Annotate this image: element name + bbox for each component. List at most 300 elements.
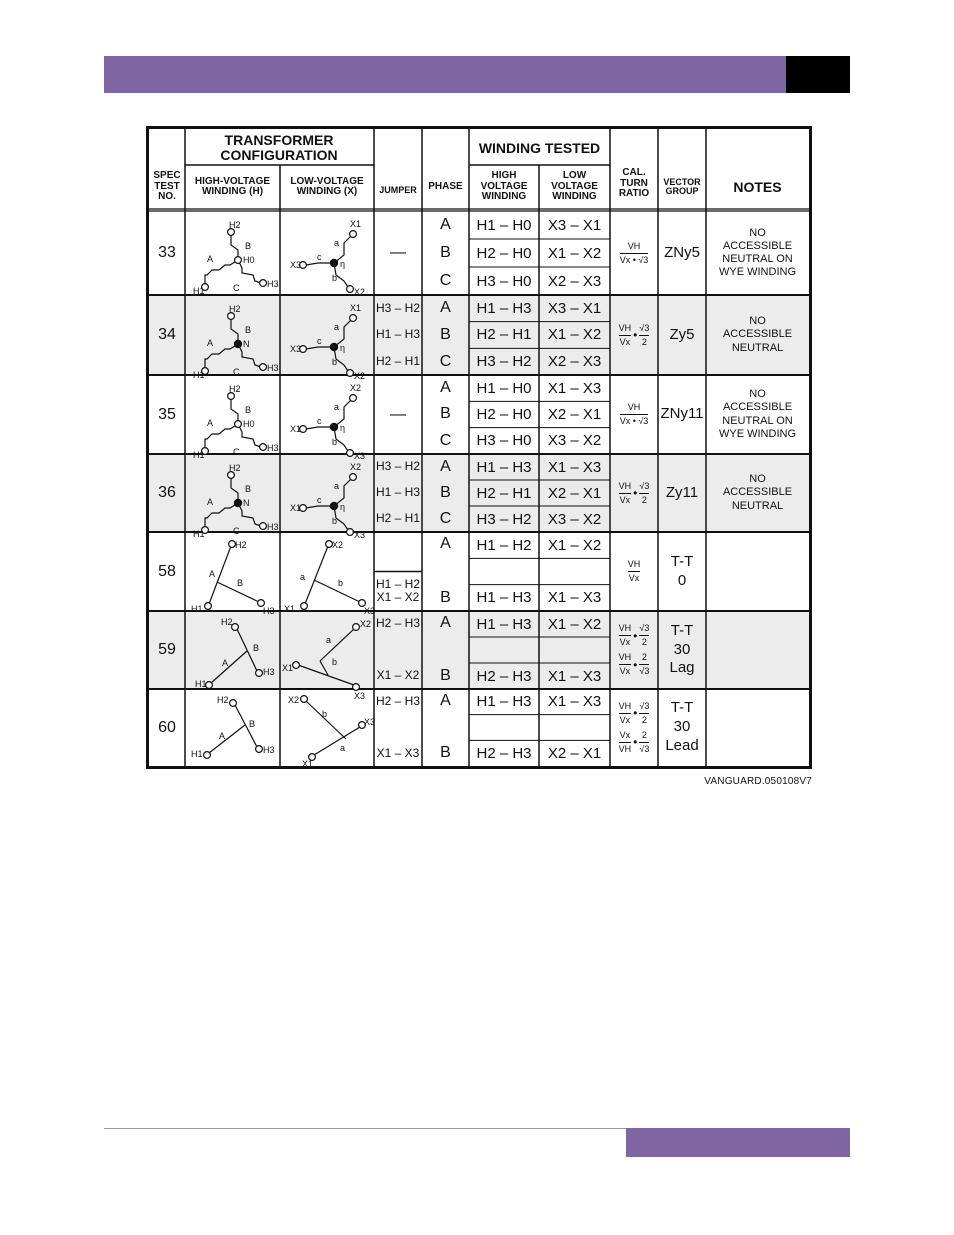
lv-tested-pair: X2 – X1	[547, 405, 602, 423]
terminal-node	[235, 421, 242, 428]
terminal-node	[204, 752, 211, 759]
terminal-label: X3	[290, 344, 302, 354]
ratio-fraction	[619, 482, 632, 505]
notes-line: NEUTRAL ON	[722, 414, 793, 427]
terminal-label: A	[222, 658, 229, 668]
header-phase: PHASE	[428, 180, 463, 192]
terminal-node	[353, 684, 360, 691]
ratio-denominator: Vx	[619, 714, 631, 725]
ratio-fraction	[620, 403, 649, 426]
neutral-node	[330, 343, 337, 350]
terminal-label: X2	[288, 695, 300, 705]
jumper-value: H2 – H1	[375, 511, 421, 526]
ratio-denominator: Vx • √3	[619, 254, 649, 265]
terminal-label: a	[326, 635, 332, 645]
terminal-node	[353, 624, 360, 631]
hv-tested-pair: H3 – H2	[476, 510, 532, 528]
header-cal-turn-ratio: CAL. TURN RATIO	[618, 167, 650, 200]
neutral-node	[330, 502, 337, 509]
notes-line: ACCESSIBLE	[722, 239, 793, 252]
phase-label: B	[440, 588, 451, 606]
terminal-node	[260, 364, 267, 371]
fraction-bar	[639, 664, 649, 665]
ratio-fraction	[639, 731, 649, 754]
ratio-denominator: 2	[641, 714, 647, 725]
lv-winding-diagram	[280, 379, 374, 461]
fraction-bar	[639, 713, 649, 714]
ratio-denominator: 2	[641, 336, 647, 347]
terminal-node	[350, 231, 357, 238]
figure-id: VANGUARD.050108V7	[704, 776, 812, 787]
phase-label: A	[440, 691, 451, 709]
spec-test-no: 34	[158, 326, 176, 343]
winding-line	[298, 665, 354, 685]
terminal-node	[350, 315, 357, 322]
ratio-fraction	[619, 624, 632, 647]
terminal-label: H3	[263, 667, 275, 677]
terminal-node	[256, 746, 263, 753]
ratio-fraction	[620, 242, 649, 265]
hv-tested-pair: H3 – H0	[476, 272, 532, 290]
hv-tested-pair: H2 – H0	[476, 405, 532, 423]
terminal-label: A	[207, 254, 214, 264]
jumper-value: H3 – H2	[375, 459, 421, 474]
hv-tested-pair: H1 – H3	[476, 615, 532, 633]
terminal-label: B	[245, 241, 252, 251]
fraction-bar	[620, 253, 649, 254]
fraction-bar	[619, 713, 632, 714]
lv-tested-pair: X1 – X3	[547, 589, 602, 607]
terminal-label: A	[207, 418, 214, 428]
terminal-node	[350, 395, 357, 402]
terminal-label: X1	[282, 663, 294, 673]
terminal-label: H1	[193, 529, 205, 539]
terminal-label: X1	[302, 759, 314, 769]
ratio-denominator: 2	[641, 637, 647, 647]
phase-label: B	[440, 484, 451, 501]
terminal-label: H1	[195, 679, 207, 689]
terminal-label: b	[332, 273, 338, 283]
terminal-node	[260, 444, 267, 451]
terminal-label: X3	[354, 691, 366, 701]
terminal-label: H3	[267, 363, 279, 373]
phase-label: C	[439, 510, 452, 527]
multiply-dot: •	[633, 328, 638, 342]
terminal-label: c	[317, 416, 322, 426]
winding-line	[306, 506, 334, 508]
terminal-label: A	[207, 338, 214, 348]
winding-line	[306, 263, 334, 265]
lv-tested-pair	[539, 715, 610, 741]
vector-group: Zy11	[665, 483, 699, 501]
cal-turn-ratio	[610, 532, 658, 611]
terminal-label: η	[340, 259, 346, 269]
jumper-value: H1 – H3	[375, 327, 421, 342]
neutral-node	[330, 259, 337, 266]
phase-label: A	[440, 614, 451, 631]
phase-label: B	[440, 325, 451, 343]
winding-line	[238, 503, 261, 526]
spec-test-no: 36	[158, 484, 176, 501]
header-jumper: JUMPER	[379, 185, 417, 196]
phase-label: C	[439, 352, 452, 370]
terminal-label: X1	[350, 303, 362, 313]
ratio-fraction	[628, 560, 641, 583]
jumper-value: H2 – H1	[375, 354, 421, 369]
ratio-numerator: VH	[618, 623, 632, 633]
terminal-label: X2	[354, 287, 366, 297]
hv-tested-pair: H2 – H1	[476, 326, 532, 344]
hv-winding-diagram	[185, 215, 280, 296]
ratio-fraction	[639, 702, 649, 725]
jumper-value: —	[390, 244, 406, 262]
winding-line	[314, 580, 360, 602]
header-vector-group: VECTOR GROUP	[663, 176, 701, 196]
ratio-fraction	[639, 653, 649, 676]
footer-rule	[104, 1128, 626, 1129]
terminal-label: X1	[290, 503, 302, 513]
fraction-bar	[639, 635, 649, 636]
phase-label: A	[440, 299, 451, 317]
transformer-test-table	[146, 126, 812, 769]
terminal-label: H0	[243, 419, 255, 429]
neutral-node	[330, 423, 337, 430]
hv-tested-pair: H2 – H3	[476, 667, 532, 685]
terminal-label: b	[332, 657, 338, 667]
ratio-numerator: VH	[618, 480, 632, 491]
multiply-dot: •	[633, 657, 638, 672]
hv-tested-pair: H1 – H3	[476, 299, 532, 317]
terminal-label: X2	[360, 619, 372, 629]
terminal-node	[350, 474, 357, 481]
hv-tested-pair	[469, 637, 539, 663]
terminal-node	[301, 603, 308, 610]
hv-tested-pair: H1 – H2	[476, 536, 532, 554]
phase-label: A	[440, 379, 451, 397]
vector-group: ZNy11	[660, 405, 704, 423]
winding-line	[306, 701, 346, 739]
ratio-numerator: √3	[639, 623, 650, 633]
terminal-node	[293, 662, 300, 669]
terminal-node	[301, 696, 308, 703]
phase-label: B	[440, 405, 451, 423]
ratio-denominator: Vx	[619, 494, 631, 505]
terminal-node	[232, 624, 239, 631]
jumper-value: H3 – H2	[375, 300, 421, 315]
terminal-label: X2	[350, 462, 362, 472]
ratio-numerator: VH	[618, 700, 632, 711]
phase-label: A	[440, 458, 451, 475]
lv-tested-pair: X1 – X3	[547, 379, 602, 397]
terminal-label: η	[340, 423, 346, 433]
cal-turn-ratio	[610, 611, 658, 689]
hv-tested-pair: H2 – H0	[476, 244, 532, 262]
notes-line: NO	[749, 473, 766, 486]
winding-line	[238, 344, 261, 367]
phase-label: C	[439, 272, 452, 289]
terminal-node	[260, 523, 267, 530]
vector-group-line: 30	[673, 718, 691, 736]
terminal-label: a	[334, 481, 340, 491]
fraction-bar	[628, 571, 641, 572]
header-notes: NOTES	[733, 178, 782, 195]
fraction-bar	[619, 335, 632, 336]
jumper-value: H2 – H3	[375, 694, 421, 709]
header-hv-tested: HIGH VOLTAGE WINDING	[480, 170, 528, 203]
ratio-denominator: Vx	[619, 336, 631, 347]
lv-tested-pair: X1 – X2	[547, 326, 602, 344]
ratio-fraction	[639, 482, 649, 505]
terminal-label: B	[245, 484, 252, 494]
ratio-fraction	[619, 653, 632, 676]
jumper-value: H1 – H3	[375, 485, 421, 500]
fraction-bar	[620, 414, 649, 415]
terminal-label: H3	[263, 745, 275, 755]
ratio-denominator: Vx • √3	[619, 416, 649, 426]
lv-tested-pair: X1 – X3	[547, 667, 602, 685]
vector-group	[658, 611, 706, 689]
terminal-label: B	[253, 643, 260, 653]
notes-line: WYE WINDING	[719, 266, 796, 279]
notes	[706, 611, 809, 689]
hv-tested-pair: H1 – H3	[476, 458, 532, 476]
lv-winding-diagram	[280, 215, 374, 297]
ratio-denominator: √3	[639, 743, 650, 754]
terminal-label: b	[332, 516, 338, 526]
terminal-label: B	[245, 405, 252, 415]
ratio-fraction	[639, 324, 649, 347]
notes-line: ACCESSIBLE	[722, 328, 793, 341]
footer-bar	[626, 1128, 850, 1157]
terminal-label: H2	[221, 617, 233, 627]
ratio-numerator: √3	[639, 700, 650, 711]
terminal-label: X1	[284, 604, 296, 614]
vector-group-line: T-T	[670, 552, 694, 570]
terminal-node	[347, 286, 354, 293]
terminal-label: X3	[364, 606, 376, 616]
hv-tested-pair: H2 – H1	[476, 484, 532, 502]
neutral-node	[234, 499, 241, 506]
cal-turn-ratio	[610, 454, 658, 532]
hv-tested-pair	[469, 558, 539, 584]
fraction-bar	[639, 493, 649, 494]
terminal-label: c	[317, 495, 322, 505]
jumper-values	[374, 572, 422, 612]
terminal-label: b	[332, 357, 338, 367]
lv-tested-pair: X1 – X3	[547, 693, 602, 711]
phase-label: C	[439, 431, 452, 449]
ratio-denominator: √3	[639, 666, 650, 676]
terminal-label: H3	[267, 443, 279, 453]
winding-line	[209, 725, 245, 753]
lv-tested-pair: X3 – X1	[547, 216, 602, 234]
spec-test-no: 59	[158, 641, 176, 658]
jumper-value: X1 – X2	[376, 590, 420, 605]
terminal-label: X3	[354, 530, 366, 540]
fraction-bar	[619, 493, 632, 494]
lv-tested-pair: X3 – X2	[547, 510, 602, 528]
hv-tested-pair: H1 – H0	[476, 379, 532, 397]
ratio-denominator: Vx	[619, 637, 631, 647]
terminal-label: C	[233, 526, 240, 536]
phase-label: B	[440, 667, 451, 684]
terminal-label: a	[340, 743, 346, 753]
fraction-bar	[639, 742, 649, 743]
ratio-fraction	[639, 624, 649, 647]
lv-tested-pair: X2 – X3	[547, 353, 602, 371]
terminal-node	[205, 603, 212, 610]
spec-test-no: 60	[158, 718, 176, 736]
fraction-bar	[619, 664, 632, 665]
notes	[706, 454, 809, 532]
ratio-numerator: VH	[627, 559, 641, 569]
terminal-label: X1	[290, 424, 302, 434]
header-lv-winding: LOW-VOLTAGE WINDING (X)	[290, 175, 364, 197]
ratio-denominator: Vx	[619, 666, 631, 676]
terminal-node	[206, 682, 213, 689]
lv-tested-pair: X2 – X1	[547, 484, 602, 502]
ratio-denominator: Vx	[628, 573, 640, 583]
terminal-label: H1	[193, 370, 205, 380]
terminal-label: H2	[217, 695, 229, 705]
hv-tested-pair: H3 – H2	[476, 353, 532, 371]
ratio-numerator: Vx	[619, 729, 631, 740]
ratio-numerator: 2	[641, 729, 647, 740]
cal-turn-ratio	[610, 689, 658, 766]
hv-winding-diagram	[185, 691, 280, 767]
header-bar	[104, 56, 786, 93]
vector-group-line: Lag	[669, 659, 695, 677]
spec-test-no: 33	[158, 244, 176, 261]
hv-winding-diagram	[185, 458, 280, 539]
header-spec-test-no: SPEC TEST NO.	[153, 170, 181, 203]
lv-tested-pair: X2 – X1	[547, 744, 602, 762]
notes	[706, 211, 809, 295]
spec-test-no: 58	[158, 562, 176, 580]
fraction-bar	[619, 742, 632, 743]
neutral-node	[234, 340, 241, 347]
multiply-dot: •	[633, 486, 638, 500]
header-page-block	[786, 56, 850, 93]
winding-line	[211, 651, 247, 683]
hv-tested-pair: H1 – H3	[476, 589, 532, 607]
terminal-label: H1	[193, 450, 205, 460]
notes-line: ACCESSIBLE	[722, 486, 793, 499]
terminal-label: H1	[191, 749, 203, 759]
winding-line	[306, 427, 334, 429]
vector-group	[658, 689, 706, 766]
lv-tested-pair: X1 – X2	[547, 536, 602, 554]
terminal-node	[347, 370, 354, 377]
terminal-node	[256, 670, 263, 677]
terminal-label: C	[233, 367, 240, 377]
spec-test-no: 35	[158, 405, 176, 423]
terminal-label: X3	[354, 451, 366, 461]
terminal-label: C	[233, 283, 240, 293]
winding-line	[306, 347, 334, 349]
terminal-label: a	[300, 572, 306, 582]
lv-winding-diagram	[280, 299, 374, 381]
terminal-label: X2	[350, 383, 362, 393]
vector-group	[658, 532, 706, 611]
lv-tested-pair: X3 – X2	[547, 432, 602, 450]
terminal-label: A	[209, 569, 216, 579]
terminal-label: c	[317, 336, 322, 346]
notes-line: NEUTRAL	[731, 341, 784, 354]
ratio-numerator: VH	[618, 322, 632, 333]
jumper-value: H1 – H2	[375, 577, 421, 592]
lv-winding-diagram	[280, 534, 376, 616]
vector-group-line: Lead	[665, 736, 699, 754]
notes-line: NO	[749, 315, 766, 328]
terminal-label: C	[233, 447, 240, 457]
terminal-label: B	[249, 719, 256, 729]
lv-tested-pair	[539, 637, 610, 663]
notes	[706, 375, 809, 454]
notes	[706, 532, 809, 611]
notes	[706, 295, 809, 375]
ratio-fraction	[619, 731, 632, 754]
terminal-label: H2	[229, 384, 241, 394]
header-winding-tested: WINDING TESTED	[478, 139, 601, 156]
fraction-bar	[619, 635, 632, 636]
terminal-label: X2	[354, 371, 366, 381]
hv-tested-pair: H1 – H3	[476, 693, 532, 711]
terminal-label: η	[340, 343, 346, 353]
terminal-label: N	[243, 339, 250, 349]
lv-tested-pair: X2 – X3	[547, 272, 602, 290]
terminal-label: H1	[191, 604, 203, 614]
phase-label: B	[440, 744, 451, 762]
lv-tested-pair: X1 – X3	[547, 458, 602, 476]
lv-winding-diagram	[280, 458, 374, 540]
ratio-numerator: 2	[641, 652, 647, 662]
lv-tested-pair	[539, 558, 610, 584]
notes-line: ACCESSIBLE	[722, 401, 793, 414]
hv-winding-diagram	[185, 299, 280, 380]
notes-line: NEUTRAL	[731, 499, 784, 512]
multiply-dot: •	[633, 706, 638, 720]
vector-group-line: T-T	[670, 699, 694, 717]
lv-winding-diagram	[280, 691, 374, 767]
notes	[706, 689, 809, 766]
notes-line: WYE WINDING	[719, 427, 796, 440]
terminal-node	[260, 280, 267, 287]
header-transformer-configuration: TRANSFORMER CONFIGURATION	[220, 132, 338, 163]
terminal-label: X3	[364, 717, 376, 727]
vector-group-line: 30	[673, 640, 691, 658]
terminal-label: X3	[290, 260, 302, 270]
hv-tested-pair: H1 – H0	[476, 216, 532, 234]
terminal-label: H2	[229, 304, 241, 314]
fraction-bar	[639, 335, 649, 336]
vector-group: ZNy5	[664, 243, 700, 261]
terminal-label: X1	[350, 219, 362, 229]
terminal-label: H2	[229, 220, 241, 230]
terminal-node	[347, 450, 354, 457]
jumper-value: X1 – X3	[376, 745, 420, 760]
jumper-value: —	[390, 405, 406, 423]
notes-line: NO	[749, 388, 766, 401]
terminal-label: H3	[267, 522, 279, 532]
cal-turn-ratio	[610, 295, 658, 375]
terminal-label: H3	[263, 606, 275, 616]
terminal-label: c	[317, 252, 322, 262]
hv-winding-diagram	[185, 379, 280, 460]
terminal-label: H1	[193, 286, 205, 296]
ratio-denominator: VH	[618, 743, 632, 754]
phase-label: A	[440, 535, 451, 553]
